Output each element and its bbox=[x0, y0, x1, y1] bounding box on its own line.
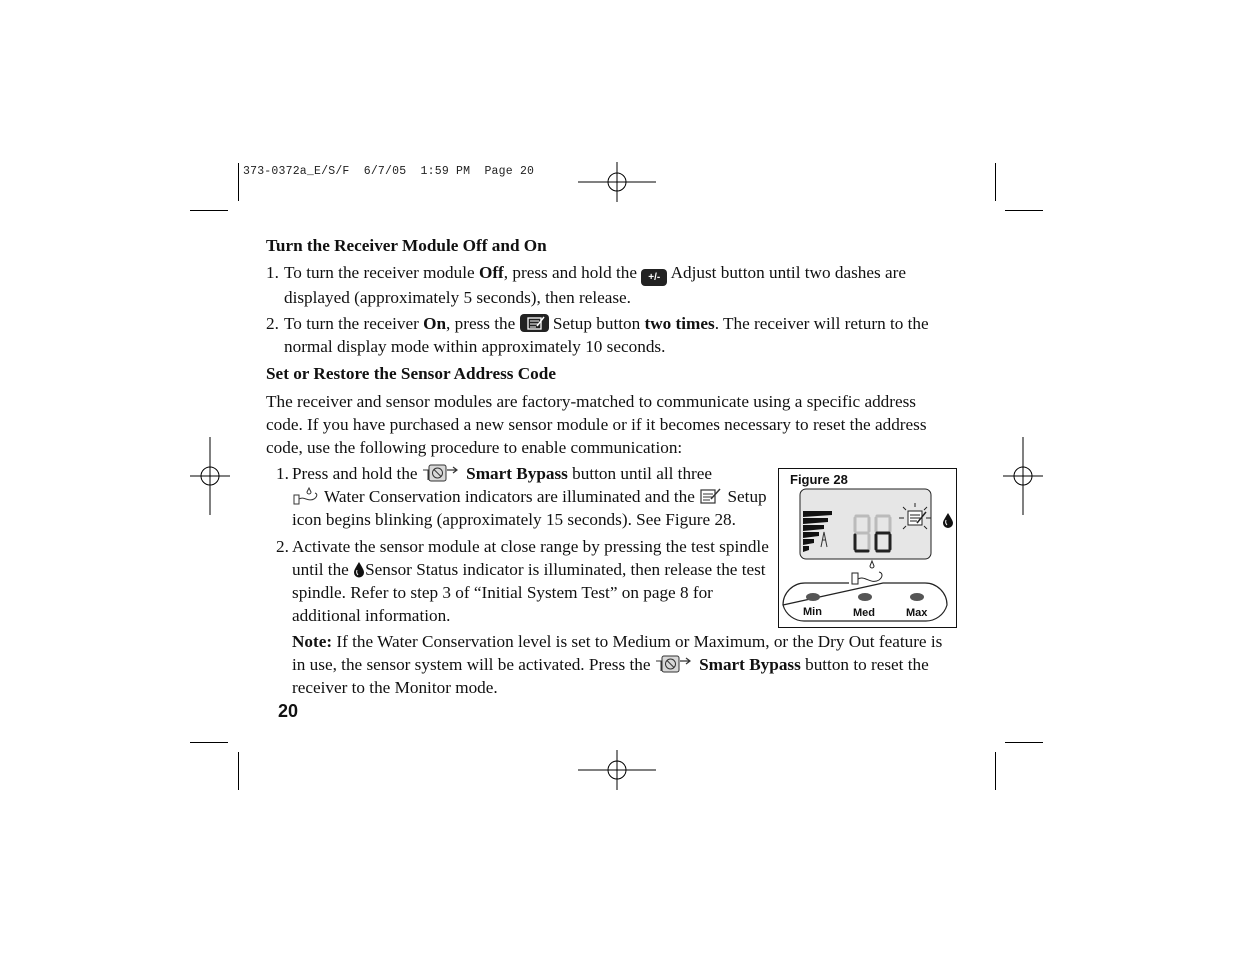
registration-mark-icon bbox=[190, 437, 230, 515]
list-number: 1. bbox=[266, 263, 279, 282]
sensor-status-icon bbox=[353, 561, 365, 578]
smart-bypass-icon bbox=[422, 464, 462, 482]
water-conservation-icon bbox=[292, 487, 320, 505]
crop-mark bbox=[1005, 742, 1043, 743]
list-number: 1. bbox=[276, 464, 289, 483]
setup-icon bbox=[520, 314, 549, 332]
figure-title: Figure 28 bbox=[790, 472, 848, 487]
figure-28 bbox=[778, 468, 957, 628]
crop-mark bbox=[995, 163, 996, 201]
list-item: 1. Press and hold the Smart Bypass button until all three Water Conservation indicators are illuminated and the Setup icon begins blinking (approximately 15 seconds). See Figure 28. bbox=[276, 464, 767, 529]
smart-bypass-icon bbox=[655, 655, 695, 673]
crop-mark bbox=[238, 752, 239, 790]
level-label-med: Med bbox=[853, 607, 875, 619]
level-label-max: Max bbox=[906, 607, 928, 619]
level-label-min: Min bbox=[803, 606, 822, 618]
list-item: 2. To turn the receiver On, press the Setup button two times. The receiver will return to the normal display mode within approximately 10 seconds. bbox=[266, 314, 929, 356]
registration-mark-icon bbox=[578, 750, 656, 790]
crop-mark bbox=[238, 163, 239, 201]
page-number: 20 bbox=[278, 701, 299, 721]
section-heading-sensor-address: Set or Restore the Sensor Address Code bbox=[266, 364, 556, 383]
crop-mark bbox=[1005, 210, 1043, 211]
list-item: 2. Activate the sensor module at close range by pressing the test spindle until the Sensor Status indicator is illuminated, then release the test spindle. Refer to step 3 of “Initial System Test” on page 8 for additional information. bbox=[276, 537, 769, 625]
receiver-display-illustration bbox=[779, 469, 958, 629]
crop-mark bbox=[190, 210, 228, 211]
registration-mark-icon bbox=[1003, 437, 1043, 515]
crop-mark bbox=[190, 742, 228, 743]
adjust-icon: +/- bbox=[641, 269, 667, 286]
list-item: 1. To turn the receiver module Off, press and hold the +/- Adjust button until two dashes are displayed (approximately 5 seconds), then release. bbox=[266, 263, 906, 307]
crop-mark bbox=[995, 752, 996, 790]
list-number: 2. bbox=[266, 314, 279, 333]
print-slug: 373-0372a_E/S/F 6/7/05 1:59 PM Page 20 bbox=[243, 165, 535, 178]
list-number: 2. bbox=[276, 537, 289, 556]
registration-mark-icon bbox=[578, 162, 656, 202]
setup-icon bbox=[699, 487, 723, 505]
note-paragraph: Note: If the Water Conservation level is set to Medium or Maximum, or the Dry Out feature is in use, the sensor system will be activated. Press the Smart Bypass button to reset the receiver to the Monitor mode. bbox=[292, 632, 943, 697]
intro-paragraph: The receiver and sensor modules are factory-matched to communicate using a specific address code. If you have purchased a new sensor module or if it becomes necessary to reset the address code, use the following procedure to enable communication: bbox=[266, 392, 927, 457]
section-heading-receiver-off-on: Turn the Receiver Module Off and On bbox=[266, 236, 547, 255]
